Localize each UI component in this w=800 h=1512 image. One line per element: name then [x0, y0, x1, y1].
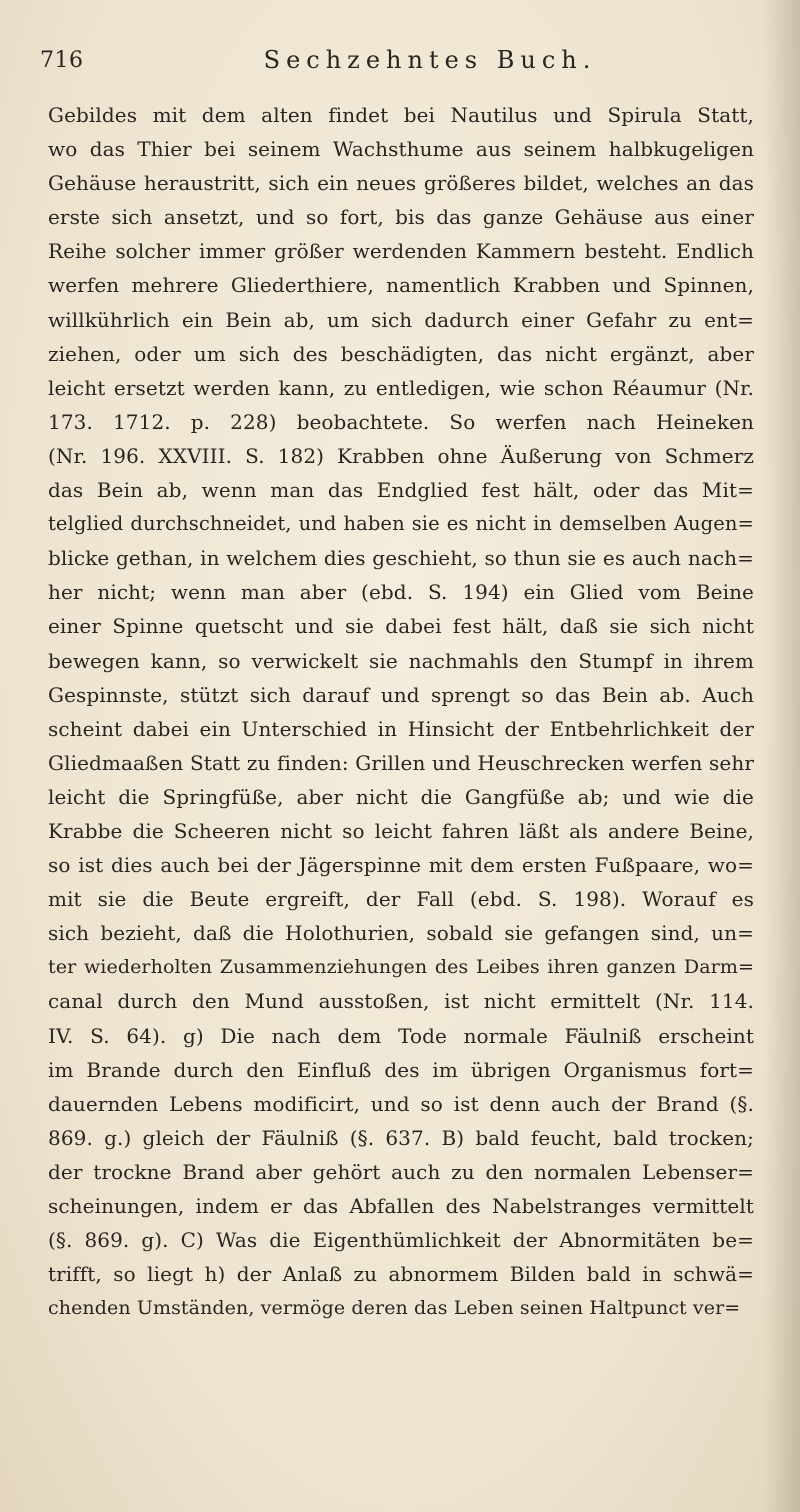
- text-line: werfen mehrere Gliederthiere, namentlich Krabben und Spinnen,: [48, 273, 754, 298]
- text-line: ziehen, oder um sich des beschädigten, das nicht ergänzt, aber: [48, 341, 754, 366]
- text-line: sich bezieht, daß die Holothurien, sobald sie gefangen sind, un=: [48, 921, 754, 946]
- text-line: mit sie die Beute ergreift, der Fall (ebd. S. 198). Worauf es: [48, 887, 754, 912]
- text-line: wo das Thier bei seinem Wachsthume aus seinem halbkugeligen: [48, 137, 754, 162]
- page-header: [40, 44, 760, 84]
- text-line: (§. 869. g). C) Was die Eigenthümlichkeit der Abnormitäten be=: [48, 1228, 754, 1253]
- text-line: 173. 1712. p. 228) beobachtete. So werfen nach Heineken: [48, 409, 754, 434]
- text-line: 869. g.) gleich der Fäulniß (§. 637. B) bald feucht, bald trocken;: [48, 1125, 754, 1150]
- text-line: ter wiederholten Zusammenziehungen des Leibes ihren ganzen Darm=: [48, 956, 754, 979]
- text-line: telglied durchschneidet, und haben sie es nicht in demselben Augen=: [48, 512, 754, 536]
- text-line: Gehäuse heraustritt, sich ein neues größeres bildet, welches an das: [48, 171, 754, 196]
- text-line: Krabbe die Scheeren nicht so leicht fahren läßt als andere Beine,: [48, 818, 754, 843]
- text-line: her nicht; wenn man aber (ebd. S. 194) ein Glied vom Beine: [48, 580, 754, 605]
- text-line: blicke gethan, in welchem dies geschieht, so thun sie es auch nach=: [48, 546, 754, 571]
- text-line: (Nr. 196. XXVIII. S. 182) Krabben ohne Äußerung von Schmerz: [48, 443, 754, 468]
- text-line: bewegen kann, so verwickelt sie nachmahls den Stumpf in ihrem: [48, 648, 754, 673]
- text-line: leicht ersetzt werden kann, zu entledigen, wie schon Réaumur (Nr.: [48, 375, 754, 400]
- text-line: Gliedmaaßen Statt zu finden: Grillen und Heuschrecken werfen sehr: [48, 750, 754, 775]
- text-line: im Brande durch den Einfluß des im übrigen Organismus fort=: [48, 1057, 754, 1082]
- page-number: 716: [40, 48, 84, 73]
- running-head: Sechzehntes Buch.: [263, 46, 597, 74]
- text-line: IV. S. 64). g) Die nach dem Tode normale Fäulniß erscheint: [48, 1023, 754, 1048]
- text-line: trifft, so liegt h) der Anlaß zu abnormem Bilden bald in schwä=: [48, 1262, 754, 1287]
- text-line: scheint dabei ein Unterschied in Hinsicht der Entbehrlichkeit der: [48, 716, 754, 741]
- text-line: erste sich ansetzt, und so fort, bis das ganze Gehäuse aus einer: [48, 205, 754, 230]
- body-text: [48, 98, 754, 1325]
- text-line: einer Spinne quetscht und sie dabei fest hält, daß sie sich nicht: [48, 614, 754, 639]
- text-line: Reihe solcher immer größer werdenden Kammern besteht. Endlich: [48, 239, 754, 264]
- text-line: das Bein ab, wenn man das Endglied fest hält, oder das Mit=: [48, 478, 754, 503]
- text-line: chenden Umständen, vermöge deren das Leben seinen Haltpunct ver=: [48, 1297, 741, 1320]
- text-line: so ist dies auch bei der Jägerspinne mit dem ersten Fußpaare, wo=: [48, 853, 754, 878]
- text-line: leicht die Springfüße, aber nicht die Gangfüße ab; und wie die: [48, 784, 754, 809]
- text-line: willkührlich ein Bein ab, um sich dadurch einer Gefahr zu ent=: [48, 307, 754, 332]
- page-gutter-shadow: [764, 0, 800, 1512]
- text-line: der trockne Brand aber gehört auch zu den normalen Lebenser=: [48, 1159, 754, 1184]
- text-line: dauernden Lebens modificirt, und so ist denn auch der Brand (§.: [48, 1091, 754, 1116]
- text-line: scheinungen, indem er das Abfallen des Nabelstranges vermittelt: [48, 1194, 754, 1218]
- text-line: Gespinnste, stützt sich darauf und sprengt so das Bein ab. Auch: [48, 682, 754, 707]
- text-line: Gebildes mit dem alten findet bei Nautilus und Spirula Statt,: [48, 103, 754, 127]
- text-line: canal durch den Mund ausstoßen, ist nicht ermittelt (Nr. 114.: [48, 989, 754, 1014]
